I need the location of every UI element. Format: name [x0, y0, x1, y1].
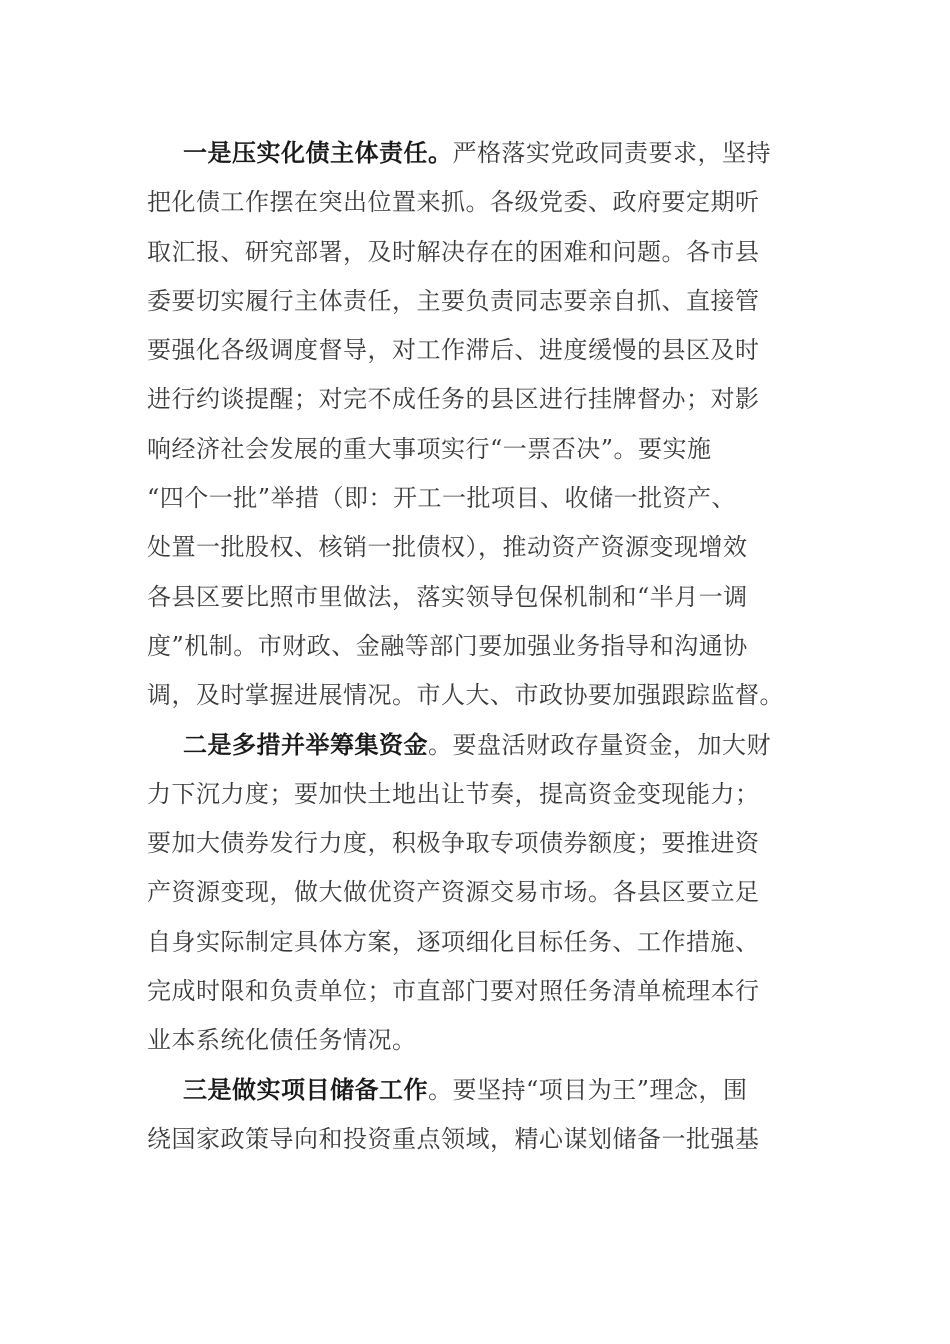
- paragraph-text: 。要盘活财政存量资金，加大财: [428, 730, 771, 759]
- document-body: [147, 129, 807, 1164]
- paragraph-heading: 三是做实项目储备工作: [183, 1075, 428, 1104]
- paragraph-line: 取汇报、研究部署，及时解决存在的困难和问题。各市县: [147, 237, 760, 266]
- paragraph-line: 要加大债券发行力度，积极争取专项债券额度；要推进资: [147, 829, 760, 858]
- paragraph-heading: 二是多措并举筹集资金: [183, 730, 428, 759]
- paragraph-line: 进行约谈提醒；对完不成任务的县区进行挂牌督办；对影: [147, 385, 760, 414]
- paragraph-line: 产资源变现，做大做优资产资源交易市场。各县区要立足: [147, 878, 760, 907]
- paragraph-line: 度”机制。市财政、金融等部门要加强业务指导和沟通协: [147, 631, 748, 660]
- paragraph-line: 处置一批股权、核销一批债权），推动资产资源变现增效: [147, 533, 748, 562]
- paragraph-line: 响经济社会发展的重大事项实行“一票否决”。要实施: [147, 434, 712, 463]
- paragraph-line: 业本系统化债任务情况。: [147, 1026, 417, 1055]
- paragraph-heading: 一是压实化债主体责任。: [183, 139, 453, 167]
- paragraph-line: 调，及时掌握进展情况。市人大、市政协要加强跟踪监督。: [147, 681, 784, 710]
- paragraph-line: 把化债工作摆在突出位置来抓。各级党委、政府要定期听: [147, 188, 760, 217]
- paragraph-1: [147, 129, 807, 721]
- paragraph-line: 绕国家政策导向和投资重点领域，精心谋划储备一批强基: [147, 1124, 760, 1153]
- paragraph-text: 。要坚持“项目为王”理念，围: [428, 1075, 748, 1104]
- paragraph-line: “四个一批”举措（即：开工一批项目、收储一批资产、: [147, 484, 737, 513]
- paragraph-line: 委要切实履行主体责任，主要负责同志要亲自抓、直接管: [147, 286, 760, 315]
- paragraph-line: 完成时限和负责单位；市直部门要对照任务清单梳理本行: [147, 977, 760, 1006]
- paragraph-line: 要强化各级调度督导，对工作滞后、进度缓慢的县区及时: [147, 336, 760, 365]
- paragraph-text: 严格落实党政同责要求，坚持: [452, 139, 771, 167]
- paragraph-line: 力下沉力度；要加快土地出让节奏，提高资金变现能力；: [147, 779, 760, 808]
- paragraph-2: [147, 721, 807, 1066]
- paragraph-line: [147, 129, 807, 178]
- paragraph-line: [147, 1066, 807, 1115]
- paragraph-line: 自身实际制定具体方案，逐项细化目标任务、工作措施、: [147, 927, 760, 956]
- paragraph-line: 各县区要比照市里做法，落实领导包保机制和“半月一调: [147, 582, 748, 611]
- paragraph-line: [147, 721, 807, 770]
- paragraph-3: [147, 1066, 807, 1165]
